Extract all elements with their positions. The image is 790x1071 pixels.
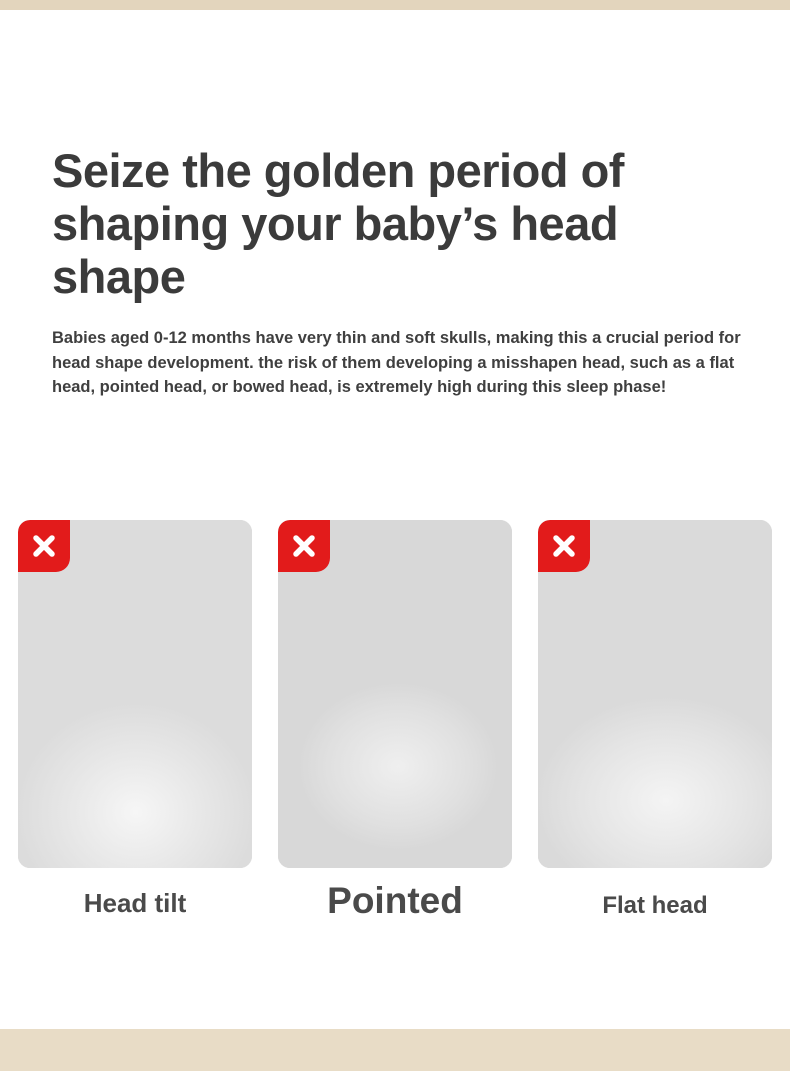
cross-mark-icon: [538, 520, 590, 572]
cross-mark-icon: [278, 520, 330, 572]
page-title: Seize the golden period of shaping your baby’s head shape: [52, 144, 624, 303]
condition-card-list: [18, 512, 772, 872]
card-caption-flat-head: Flat head: [602, 892, 708, 919]
condition-card: [538, 520, 772, 868]
baby-flat-head-photo: [538, 520, 772, 868]
cross-mark-icon: [18, 520, 70, 572]
bottom-decorative-band: [0, 1029, 790, 1071]
baby-head-tilt-photo: [18, 520, 252, 868]
card-caption-head-tilt: Head tilt: [83, 888, 187, 918]
condition-card: [18, 520, 252, 868]
baby-pointed-head-photo: [278, 520, 512, 868]
top-decorative-band: [0, 0, 790, 10]
page-description: Babies aged 0-12 months have very thin and soft skulls, making this a crucial period for head shape development. the risk of them developing a misshapen head, such as a flat head, pointed head, or bowed head, is extremely high during this sleep phase!: [52, 329, 741, 396]
card-caption-pointed: Pointed: [327, 880, 463, 921]
page-content: [0, 10, 790, 1029]
condition-card: [278, 520, 512, 868]
